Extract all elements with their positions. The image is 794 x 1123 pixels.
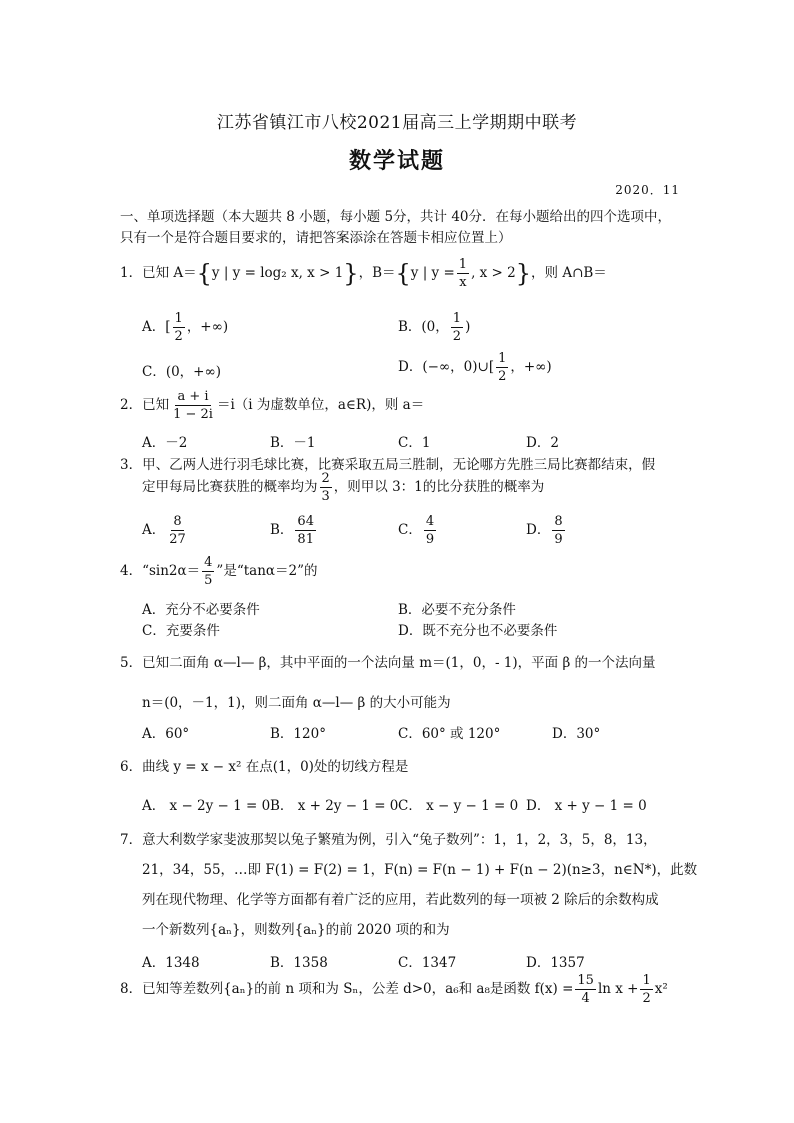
question-8-stem: 8．已知等差数列{aₙ}的前 n 项和为 Sₙ，公差 d>0，a₆和 a₈是函数 f(x) = $\frac{15}{4}$ ln x + $\frac{1}{2}$ x² bbox=[120, 973, 668, 1006]
question-1-option-b: B．(0， $\frac{1}{2}$ ) bbox=[398, 311, 471, 344]
question-5-option-c: C．60° 或 120° bbox=[398, 726, 501, 742]
question-3-line1: 3．甲、乙两人进行羽毛球比赛，比赛采取五局三胜制，无论哪方先胜三局比赛都结束，假 bbox=[120, 457, 656, 473]
question-2-option-c: C．1 bbox=[398, 435, 431, 451]
question-5-option-b: B．120° bbox=[270, 726, 326, 742]
section-instructions-line1: 一、单项选择题（本大题共 8 小题，每小题 5分，共计 40分．在每小题给出的四个选项中， bbox=[120, 209, 672, 225]
exam-date: 2020．11 bbox=[615, 183, 680, 197]
question-4-option-a: A．充分不必要条件 bbox=[142, 602, 260, 618]
exam-subject: 数学试题 bbox=[348, 148, 445, 174]
question-1-option-a: A．[ $\frac{1}{2}$ ，+∞) bbox=[142, 311, 229, 344]
question-2-option-a: A．－2 bbox=[142, 435, 188, 451]
question-4-option-b: B．必要不充分条件 bbox=[398, 602, 516, 618]
question-6-option-c: C． x − y − 1 = 0 bbox=[398, 798, 519, 814]
question-7-option-d: D．1357 bbox=[526, 955, 585, 971]
question-7-option-c: C．1347 bbox=[398, 955, 457, 971]
question-7-line2: 21，34，55，…即 F(1) = F(2) = 1，F(n) = F(n − 1) + F(n − 2)(n≥3，n∈N*)，此数 bbox=[142, 862, 698, 878]
question-4-stem: 4．“sin2α＝ $\frac{4}{5}$ ”是“tanα＝2”的 bbox=[120, 555, 318, 588]
question-7-line1: 7．意大利数学家斐波那契以兔子繁殖为例，引入“兔子数列”：1，1，2，3，5，8，13， bbox=[120, 832, 657, 848]
question-5-option-d: D．30° bbox=[552, 726, 601, 742]
question-4-option-d: D．既不充分也不必要条件 bbox=[398, 623, 558, 639]
question-6-option-d: D． x + y − 1 = 0 bbox=[526, 798, 647, 814]
question-3-option-b: B． $\frac{64}{81}$ bbox=[270, 514, 314, 547]
question-3-option-a: A． $\frac{8}{27}$ bbox=[142, 514, 186, 547]
question-1-option-c: C．(0，+∞) bbox=[142, 364, 222, 380]
question-5-line1: 5．已知二面角 α—l— β，其中平面的一个法向量 m＝(1，0，- 1)，平面 β 的一个法向量 bbox=[120, 655, 656, 671]
question-2-option-b: B．－1 bbox=[270, 435, 316, 451]
question-1-option-d: D．(−∞，0)∪[ $\frac{1}{2}$ ，+∞) bbox=[398, 351, 552, 384]
exam-title: 江苏省镇江市八校2021届高三上学期期中联考 bbox=[216, 113, 578, 133]
question-4-option-c: C．充要条件 bbox=[142, 623, 220, 639]
fraction: $\frac{1}{x}$ bbox=[458, 257, 468, 290]
question-2-stem: 2．已知 $\frac{a + i}{1 - 2i}$ ＝i（i 为虚数单位，a∈R)，则 a＝ bbox=[120, 389, 425, 422]
question-7-option-a: A．1348 bbox=[142, 955, 200, 971]
question-5-option-a: A．60° bbox=[142, 726, 190, 742]
question-5-line2: n＝(0，－1，1)，则二面角 α—l— β 的大小可能为 bbox=[142, 695, 451, 711]
section-instructions-line2: 只有一个是符合题目要求的，请把答案添涂在答题卡相应位置上） bbox=[120, 230, 512, 246]
question-6-option-b: B． x + 2y − 1 = 0 bbox=[270, 798, 399, 814]
question-7-line3: 列在现代物理、化学等方面都有着广泛的应用，若此数列的每一项被 2 除后的余数构成 bbox=[142, 892, 659, 908]
question-3-line2: 定甲每局比赛获胜的概率均为 $\frac{2}{3}$ ，则甲以 3：1的比分获胜的概率为 bbox=[142, 471, 545, 504]
question-6-stem: 6．曲线 y = x − x² 在点(1，0)处的切线方程是 bbox=[120, 759, 409, 775]
question-7-line4: 一个新数列{aₙ}，则数列{aₙ}的前 2020 项的和为 bbox=[142, 922, 450, 938]
question-3-option-c: C． $\frac{4}{9}$ bbox=[398, 514, 435, 547]
question-6-option-a: A． x − 2y − 1 = 0 bbox=[142, 798, 271, 814]
question-3-option-d: D． $\frac{8}{9}$ bbox=[526, 514, 563, 547]
question-7-option-b: B．1358 bbox=[270, 955, 328, 971]
question-2-option-d: D．2 bbox=[526, 435, 559, 451]
question-1-stem: 1．已知 A＝{y | y = log₂ x, x > 1}，B＝{y | y = $\frac{1}{x}$ , x > 2}，则 A∩B＝ bbox=[120, 257, 607, 290]
